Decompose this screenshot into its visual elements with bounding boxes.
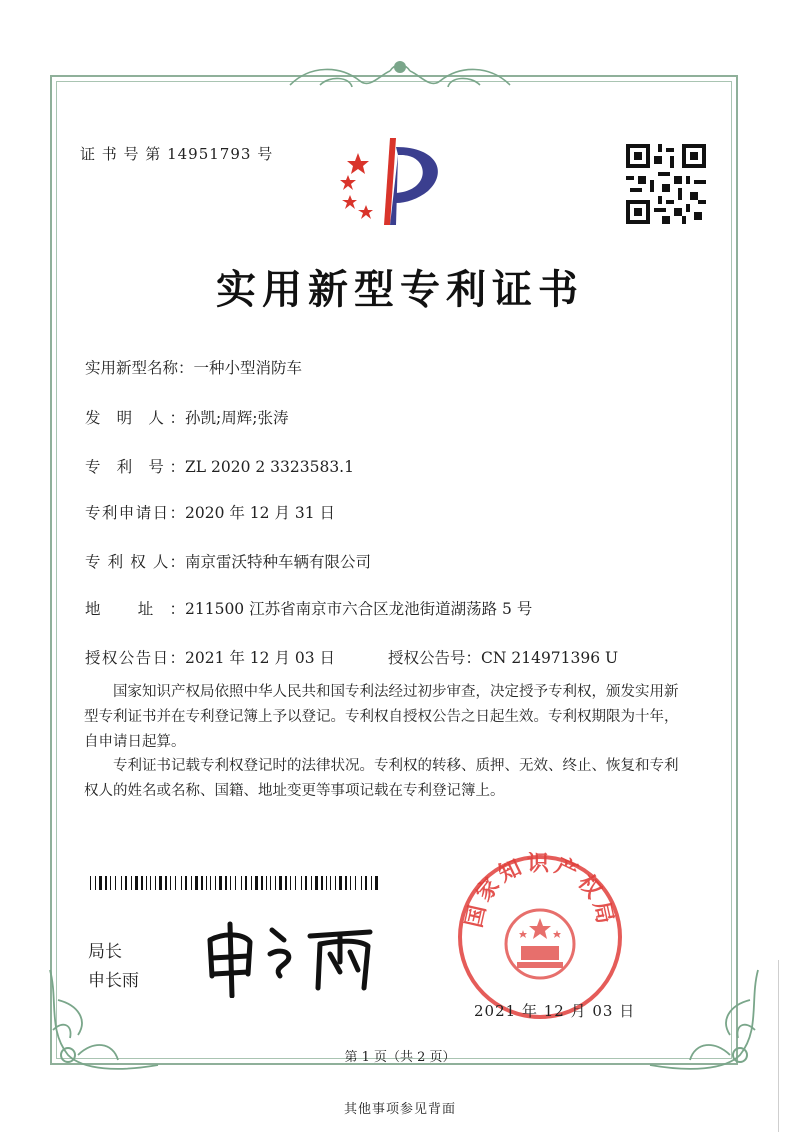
official-seal-icon [455, 852, 625, 1022]
field-application-date [85, 501, 335, 523]
field-utility-model-name [85, 356, 302, 378]
field-label: 专 利 号： [85, 458, 185, 476]
seal-date: 2021 年 12 月 03 日 [474, 1002, 636, 1020]
top-ornament [280, 55, 520, 95]
signer-name: 申长雨 [88, 971, 139, 991]
field-value: 一种小型消防车 [193, 359, 303, 377]
footer-note: 其他事项参见背面 [343, 1102, 456, 1117]
field-label: 专 利 权 人： [85, 553, 185, 571]
field-value: ZL 2020 2 3323583.1 [185, 458, 354, 476]
field-label: 实用新型名称： [85, 359, 194, 377]
field-patent-number [85, 455, 354, 477]
cnipa-logo-icon [328, 133, 458, 228]
field-inventor [85, 406, 288, 428]
barcode-icon [90, 876, 380, 890]
field-value: 2020 年 12 月 31 日 [185, 504, 336, 522]
field-value: 南京雷沃特种车辆有限公司 [185, 553, 372, 571]
field-value: 孙凯;周辉;张涛 [185, 409, 289, 427]
field-value: CN 214971396 U [481, 649, 619, 667]
field-label: 授权公告号： [388, 649, 482, 667]
field-label: 地 址： [85, 600, 185, 618]
field-label: 专利申请日： [85, 504, 185, 522]
grant-statement: 国家知识产权局依照中华人民共和国专利法经过初步审查，决定授予专利权，颁发实用新型专利证书并在专利登记簿上予以登记。专利权自授权公告之日起生效。专利权期限为十年，自申请日起算。 [84, 684, 679, 750]
signature-icon [200, 918, 390, 998]
qr-code-icon [626, 144, 706, 224]
legal-status-note: 专利证书记载专利权登记时的法律状况。专利权的转移、质押、无效、终止、恢复和专利权人的姓名或名称、国籍、地址变更等事项记载在专利登记簿上。 [84, 758, 679, 799]
field-value: 2021 年 12 月 03 日 [185, 649, 336, 667]
field-grant-date [85, 646, 335, 668]
certificate-number: 证 书 号 第 14951793 号 [80, 145, 274, 163]
certificate-title: 实用新型专利证书 [216, 267, 584, 313]
field-address [85, 597, 532, 619]
field-label: 授权公告日： [85, 649, 185, 667]
seal-text: 国家知识产权局 [462, 852, 618, 930]
page-number: 第 1 页（共 2 页） [344, 1050, 456, 1065]
signer-title: 局长 [88, 942, 122, 962]
field-label: 发 明 人： [85, 409, 185, 427]
field-value: 211500 江苏省南京市六合区龙池街道湖荡路 5 号 [185, 600, 533, 618]
field-patentee [85, 550, 371, 572]
field-grant-number [388, 646, 618, 668]
